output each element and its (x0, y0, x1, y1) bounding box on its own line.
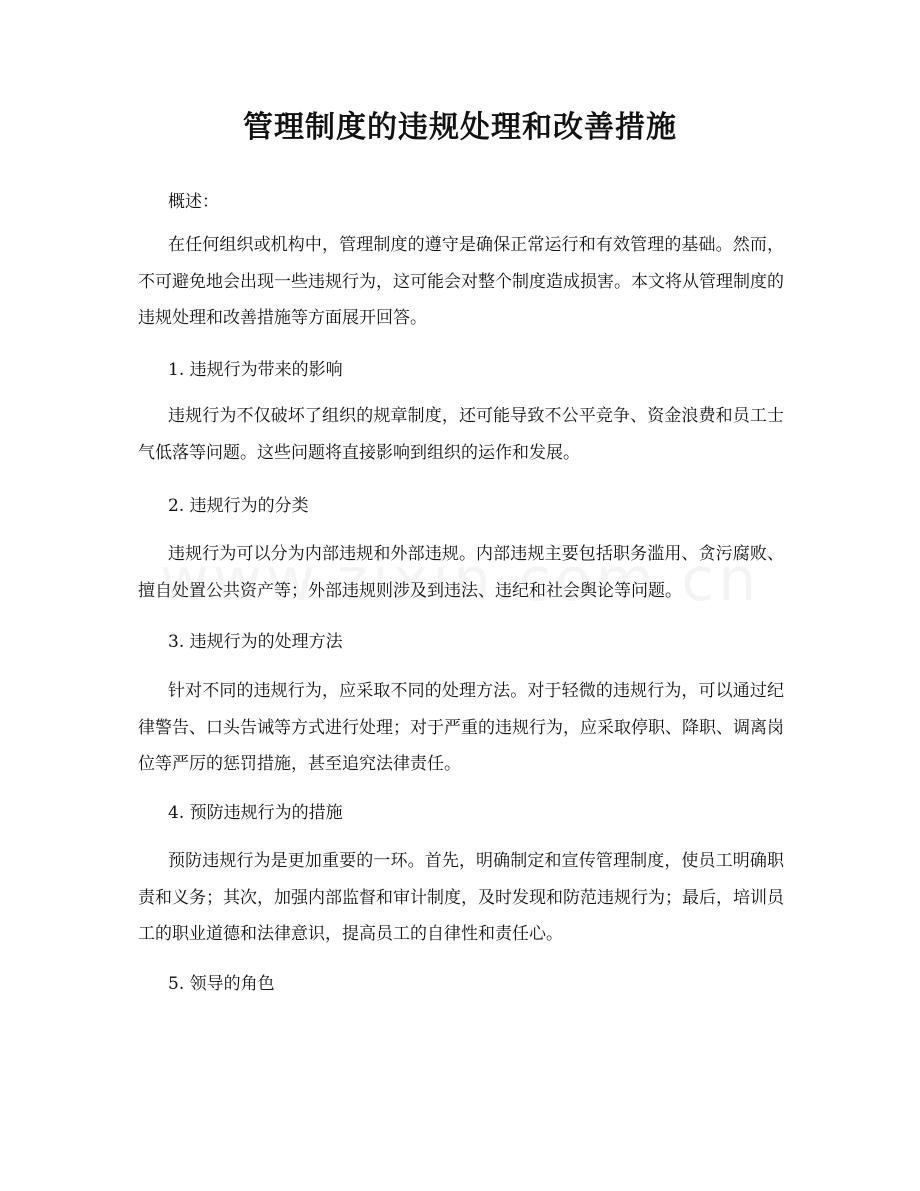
section-heading-4: 4. 预防违规行为的措施 (168, 803, 343, 823)
page-title: 管理制度的违规处理和改善措施 (243, 110, 677, 145)
section-heading-3: 3. 违规行为的处理方法 (168, 632, 343, 652)
paragraph-intro: 在任何组织或机构中，管理制度的遵守是确保正常运行和有效管理的基础。然而，不可避免地会出现一些违规行为，这可能会对整个制度造成损害。本文将从管理制度的违规处理和改善措施等方面展开回答。 (138, 235, 784, 328)
section-heading-2: 2. 违规行为的分类 (168, 496, 309, 516)
paragraph-1: 违规行为不仅破坏了组织的规章制度，还可能导致不公平竞争、资金浪费和员工士气低落等问题。这些问题将直接影响到组织的运作和发展。 (138, 406, 784, 463)
paragraph-3: 针对不同的违规行为，应采取不同的处理方法。对于轻微的违规行为，可以通过纪律警告、口头告诫等方式进行处理；对于严重的违规行为，应采取停职、降职、调离岗位等严厉的惩罚措施，甚至追究法律责任。 (138, 681, 784, 774)
paragraph-4: 预防违规行为是更加重要的一环。首先，明确制定和宣传管理制度，使员工明确职责和义务；其次，加强内部监督和审计制度，及时发现和防范违规行为；最后，培训员工的职业道德和法律意识，提高员工的自律性和责任心。 (138, 851, 784, 944)
paragraph-2: 违规行为可以分为内部违规和外部违规。内部违规主要包括职务滥用、贪污腐败、擅自处置公共资产等；外部违规则涉及到违法、违纪和社会舆论等问题。 (138, 544, 784, 601)
section-heading-5: 5. 领导的角色 (168, 974, 275, 994)
section-heading-overview: 概述： (168, 192, 219, 212)
section-heading-1: 1. 违规行为带来的影响 (168, 360, 343, 380)
